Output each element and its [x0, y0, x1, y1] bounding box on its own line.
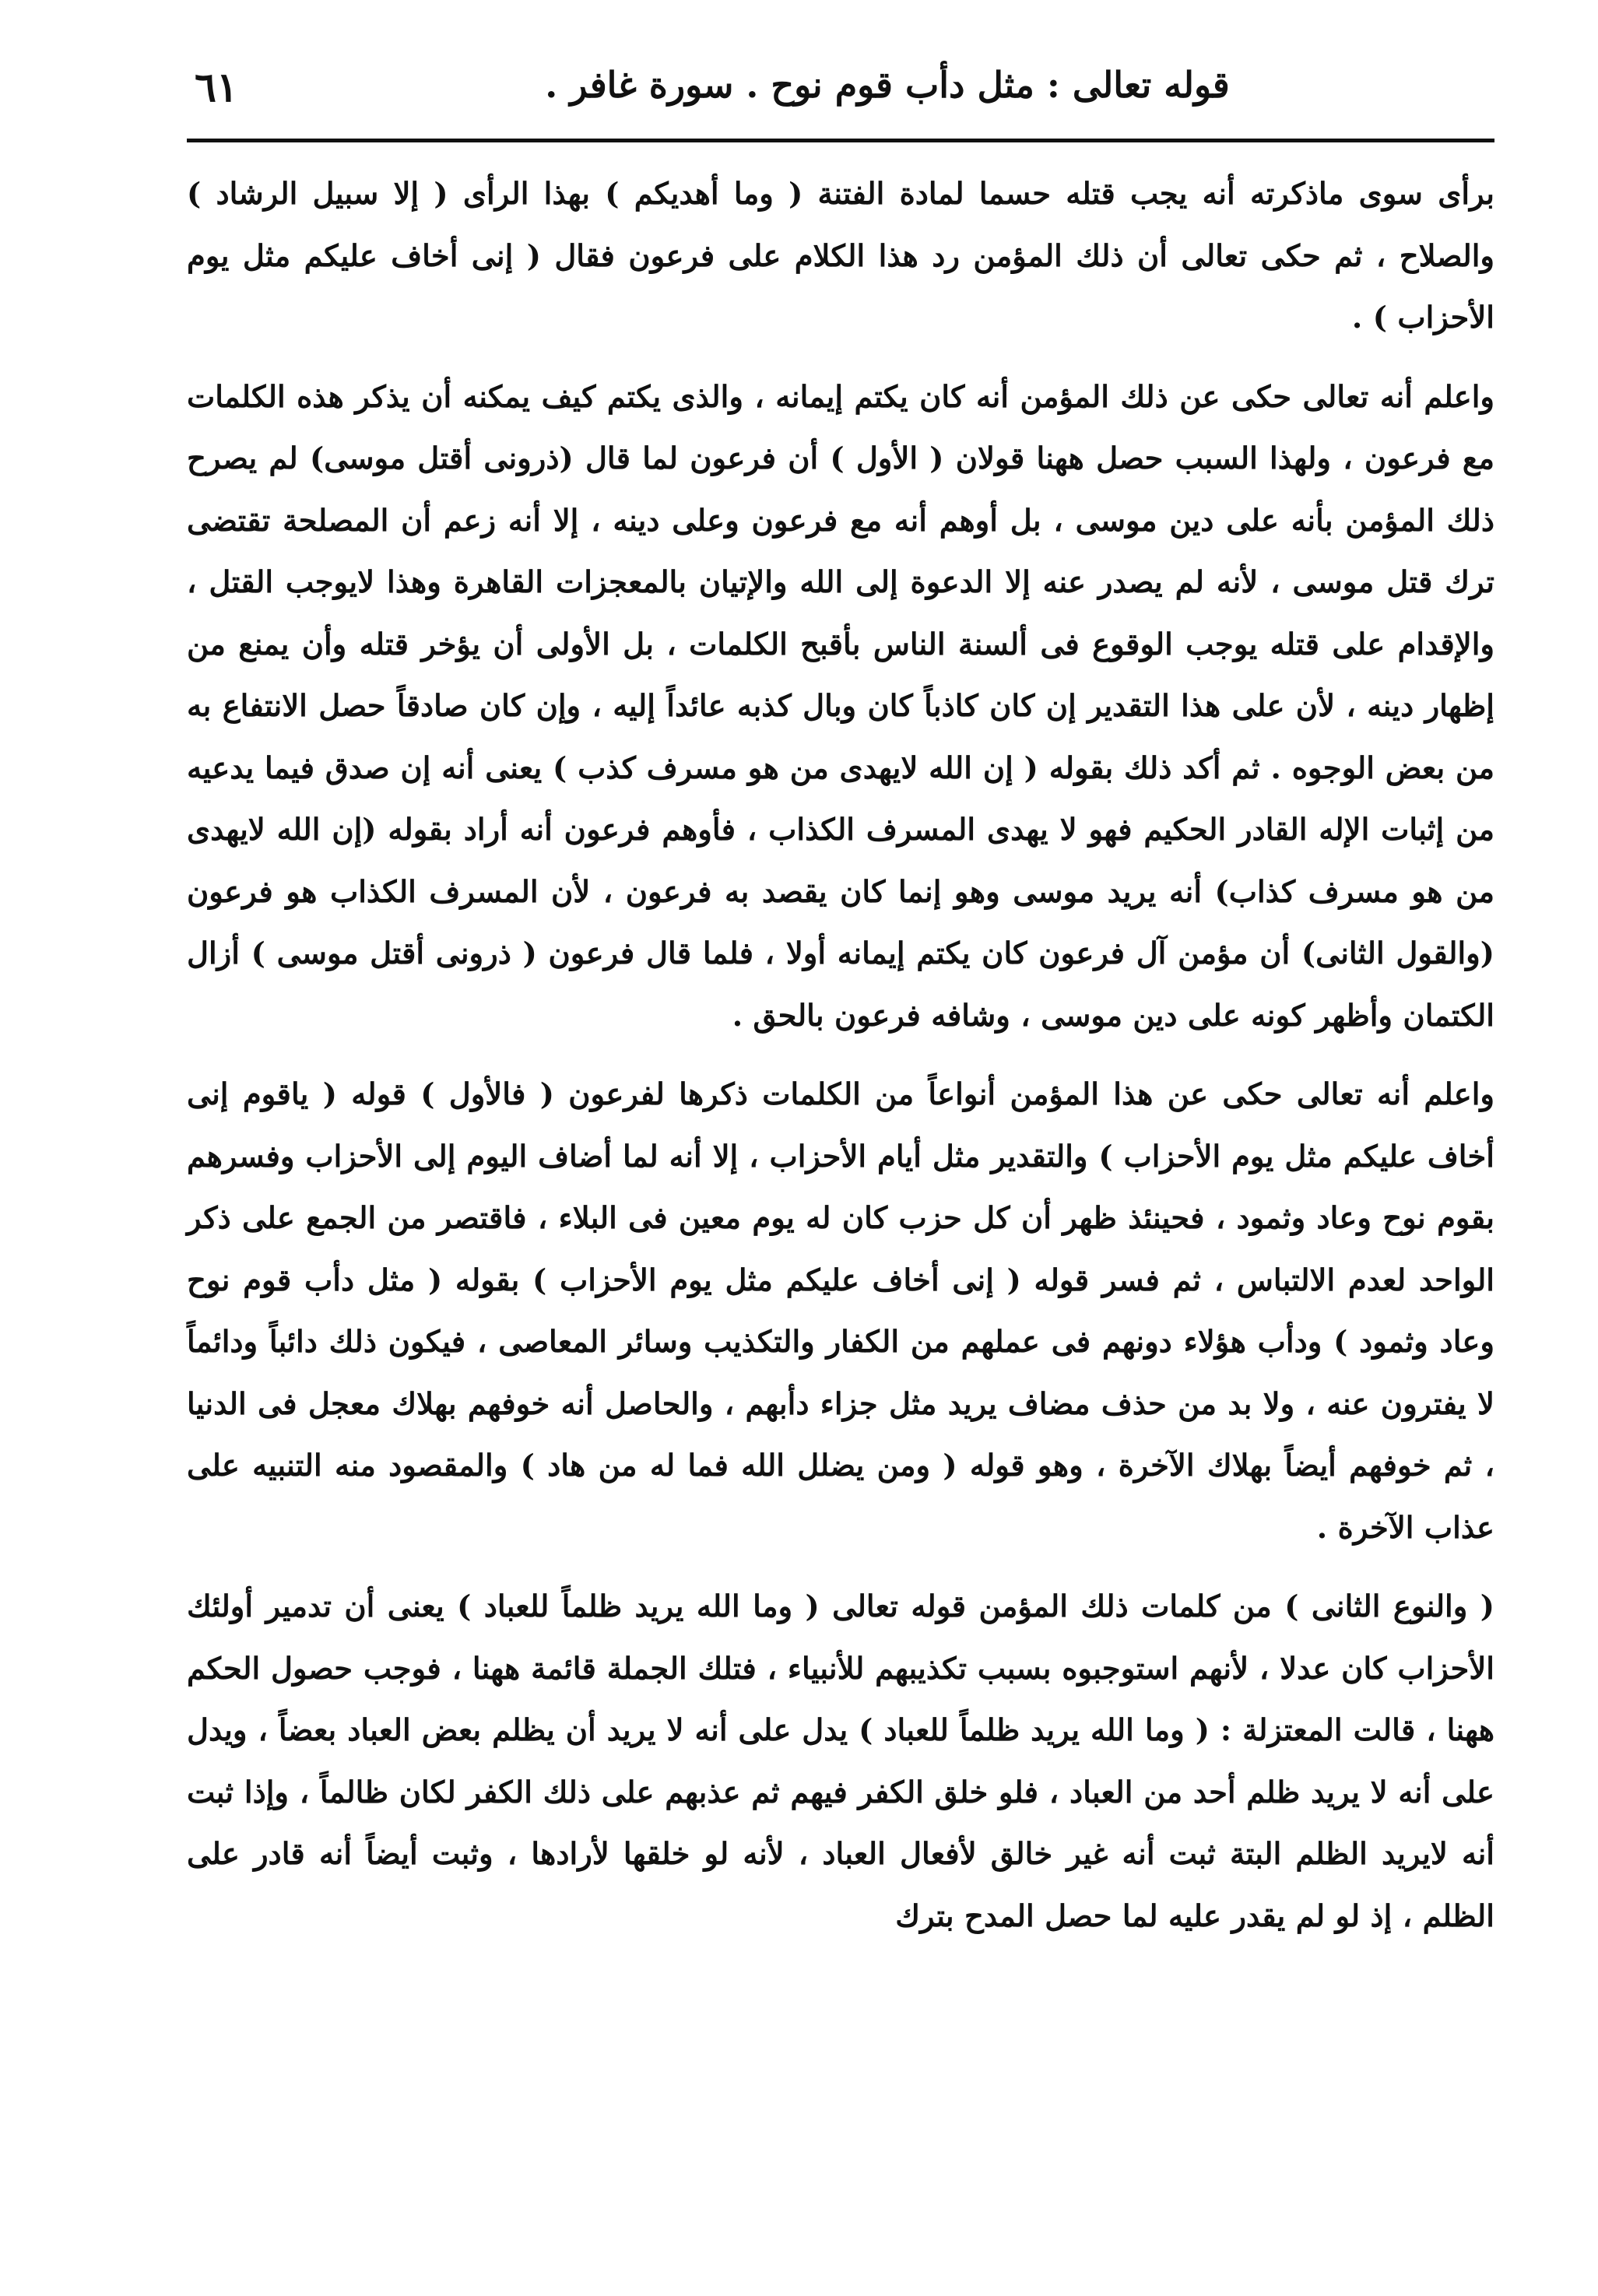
page-header — [187, 54, 1494, 132]
paragraph-1: برأى سوى ماذكرته أنه يجب قتله حسما لمادة الفتنة ( وما أهديكم ) بهذا الرأى ( إلا سبيل الرشاد ) والصلاح ، ثم حكى تعالى أن ذلك المؤمن رد هذا الكلام على فرعون فقال ( إنى أخاف عليكم مثل يوم الأحزاب ) . — [187, 177, 1494, 335]
paragraph-3: واعلم أنه تعالى حكى عن هذا المؤمن أنواعاً من الكلمات ذكرها لفرعون ( فالأول ) قوله ( ياقوم إنى أخاف عليكم مثل يوم الأحزاب ) والتقدير مثل أيام الأحزاب ، إلا أنه لما أضاف اليوم إلى الأحزاب وفسرهم بقوم نوح وعاد وثمود ، فحينئذ ظهر أن كل حزب كان له يوم معين فى البلاء ، فاقتصر من الجمع على ذكر الواحد لعدم الالتباس ، ثم فسر قوله ( إنى أخاف عليكم مثل يوم الأحزاب ) بقوله ( مثل دأب قوم نوح وعاد وثمود ) ودأب هؤلاء دونهم فى عملهم من الكفار والتكذيب وسائر المعاصى ، فيكون ذلك دائباً ودائماً لا يفترون عنه ، ولا بد من حذف مضاف يريد مثل جزاء دأبهم ، والحاصل أنه خوفهم بهلاك معجل فى الدنيا ، ثم خوفهم أيضاً بهلاك الآخرة ، وهو قوله ( ومن يضلل الله فما له من هاد ) والمقصود منه التنبيه على عذاب الآخرة . — [187, 1077, 1494, 1546]
body-text — [187, 163, 1494, 1964]
paragraph-2: واعلم أنه تعالى حكى عن ذلك المؤمن أنه كان يكتم إيمانه ، والذى يكتم كيف يمكنه أن يذكر هذه الكلمات مع فرعون ، ولهذا السبب حصل ههنا قولان ( الأول ) أن فرعون لما قال (ذرونى أقتل موسى) لم يصرح ذلك المؤمن بأنه على دين موسى ، بل أوهم أنه مع فرعون وعلى دينه ، إلا أنه زعم أن المصلحة تقتضى ترك قتل موسى ، لأنه لم يصدر عنه إلا الدعوة إلى الله والإتيان بالمعجزات القاهرة وهذا لايوجب القتل ، والإقدام على قتله يوجب الوقوع فى ألسنة الناس بأقبح الكلمات ، بل الأولى أن يؤخر قتله وأن يمنع من إظهار دينه ، لأن على هذا التقدير إن كان كاذباً كان وبال كذبه عائداً إليه ، وإن كان صادقاً حصل الانتفاع به من بعض الوجوه . ثم أكد ذلك بقوله ( إن الله لايهدى من هو مسرف كذب ) يعنى أنه إن صدق فيما يدعيه من إثبات الإله القادر الحكيم فهو لا يهدى المسرف الكذاب ، فأوهم فرعون أنه أراد بقوله (إن الله لايهدى من هو مسرف كذاب) أنه يريد موسى وهو إنما كان يقصد به فرعون ، لأن المسرف الكذاب هو فرعون (والقول الثانى) أن مؤمن آل فرعون كان يكتم إيمانه أولا ، فلما قال فرعون ( ذرونى أقتل موسى ) أزال الكتمان وأظهر كونه على دين موسى ، وشافه فرعون بالحق . — [187, 379, 1494, 1034]
running-title: قوله تعالى : مثل دأب قوم نوح . سورة غافر . — [545, 64, 1230, 106]
paragraph-4: ( والنوع الثانى ) من كلمات ذلك المؤمن قوله تعالى ( وما الله يريد ظلماً للعباد ) يعنى أن تدمير أولئك الأحزاب كان عدلا ، لأنهم استوجبوه بسبب تكذيبهم للأنبياء ، فتلك الجملة قائمة ههنا ، فوجب حصول الحكم ههنا ، قالت المعتزلة : ( وما الله يريد ظلماً للعباد ) يدل على أنه لا يريد أن يظلم بعض العباد بعضاً ، ويدل على أنه لا يريد ظلم أحد من العباد ، فلو خلق الكفر فيهم ثم عذبهم على ذلك الكفر لكان ظالماً ، وإذا ثبت أنه لايريد الظلم البتة ثبت أنه غير خالق لأفعال العباد ، لأنه لو خلقها لأرادها ، وثبت أيضاً أنه قادر على الظلم ، إذ لو لم يقدر عليه لما حصل المدح بترك — [187, 1589, 1494, 1934]
page-number: ٦١ — [195, 64, 238, 111]
book-page — [187, 54, 1494, 2249]
header-rule — [187, 139, 1494, 142]
